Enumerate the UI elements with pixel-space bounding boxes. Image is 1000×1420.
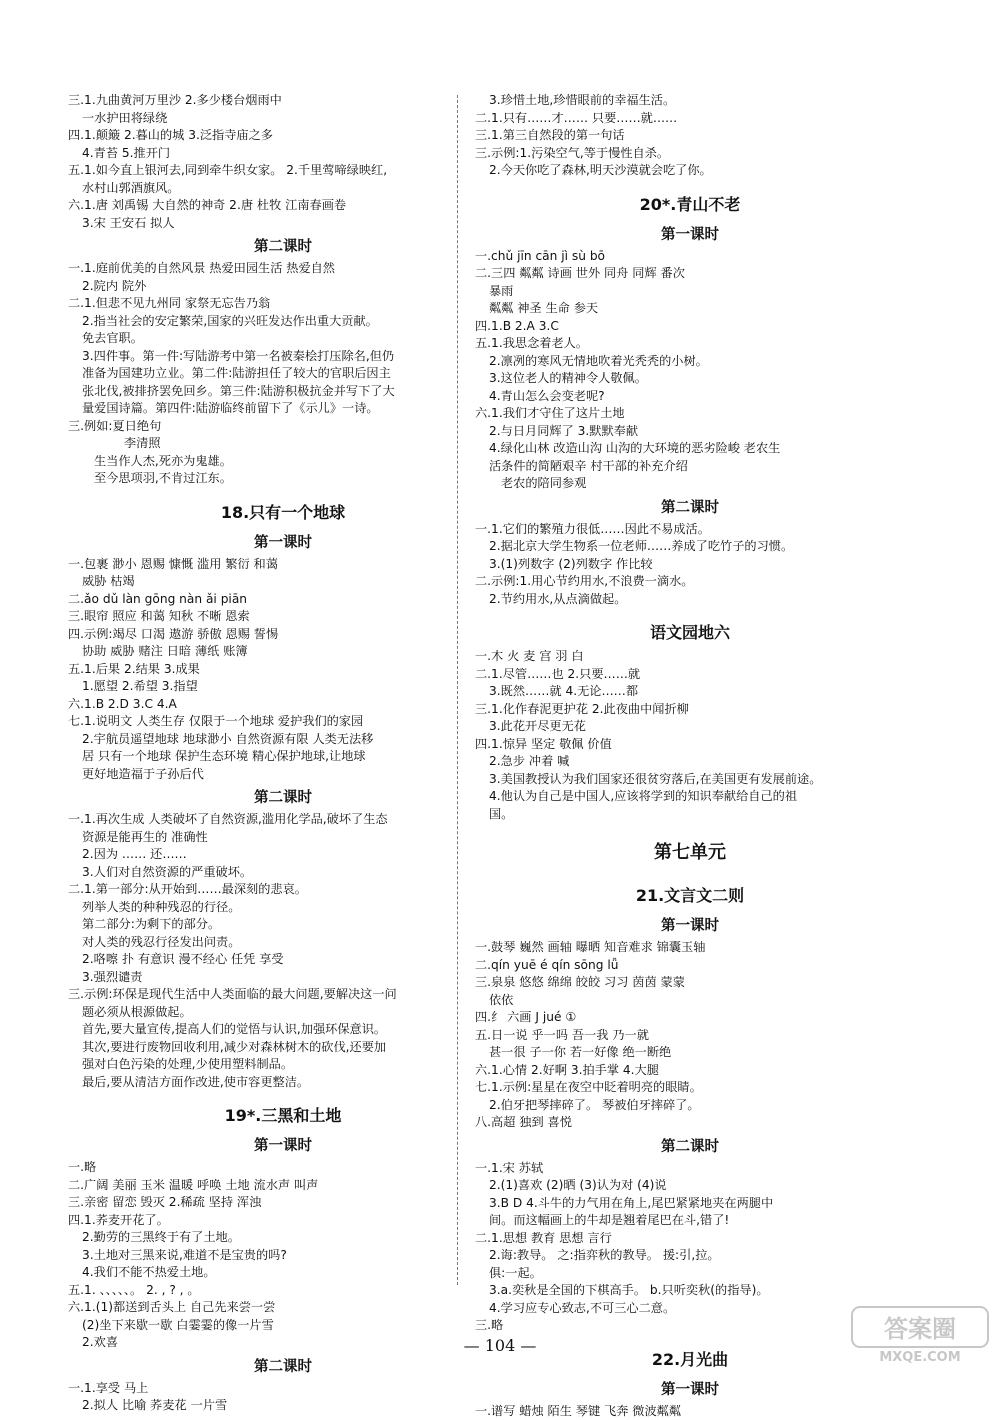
answer-line: 依依 [475,992,905,1010]
answer-line: 4.学习应专心致志,不可三心二意。 [475,1300,905,1318]
answer-line: 四.1.荞麦开花了。 [68,1212,498,1230]
answer-line: 一.1.宋 苏轼 [475,1160,905,1178]
answer-line: 4.青山怎么会变老呢? [475,388,905,406]
answer-line: 3.强烈谴责 [68,969,498,987]
answer-line: 二.1.思想 教育 思想 言行 [475,1230,905,1248]
answer-line: 3.美国教授认为我们国家还很贫穷落后,在美国更有发展前途。 [475,771,905,789]
answer-line: 2.勤劳的三黑终于有了土地。 [68,1229,498,1247]
answer-line: 题必须从根源做起。 [68,1004,498,1022]
unit-heading: 第七单元 [475,833,905,871]
answer-line: 三.眼帘 照应 和蔼 知秋 不晰 恩索 [68,608,498,626]
answer-line: 2.与日月同辉了 3.默默奉献 [475,423,905,441]
answer-line: 一.1.再次生成 人类破坏了自然资源,滥用化学品,破坏了生态 [68,811,498,829]
answer-line: 2.宇航员遥望地球 地球渺小 自然资源有限 人类无法移 [68,731,498,749]
answer-line: 二.1.第一部分:从开始到……最深刻的悲哀。 [68,881,498,899]
answer-line: 俱:一起。 [475,1265,905,1283]
period-heading: 第二课时 [475,1132,905,1160]
answer-line: 准备为国建功立业。第二件:陆游担任了较大的官职后因主 [68,365,498,383]
answer-line: 列举人类的种种残忍的行径。 [68,899,498,917]
period-heading: 第二课时 [68,232,498,260]
answer-line: 2.指当社会的安定繁荣,国家的兴旺发达作出重大贡献。 [68,313,498,331]
lesson-title: 18.只有一个地球 [68,496,498,528]
answer-line: 六.1.我们才守住了这片土地 [475,405,905,423]
answer-line: 五.日一说 乎一吗 吾一我 乃一就 [475,1027,905,1045]
answer-line: 2.凛冽的寒风无情地吹着光秃秃的小树。 [475,353,905,371]
answer-line: 四.1.颠簸 2.暮山的城 3.泛指寺庙之多 [68,127,498,145]
answer-line: 六.1.心情 2.好啊 3.拍手掌 4.大腿 [475,1062,905,1080]
answer-line: 2.咯嚓 扑 有意识 漫不经心 任凭 享受 [68,951,498,969]
answer-line: 六.1.唐 刘禹锡 大自然的神奇 2.唐 杜牧 江南春画卷 [68,197,498,215]
answer-line: 老农的陪同参观 [475,475,905,493]
answer-line: 3.a.奕秋是全国的下棋高手。 b.只听奕秋(的指导)。 [475,1282,905,1300]
answer-line: 甚一很 子一你 若一好像 绝一断绝 [475,1044,905,1062]
answer-line: 水村山郭酒旗风。 [68,180,498,198]
answer-line: 四.1.B 2.A 3.C [475,318,905,336]
answer-line: (2)坐下来歇一歇 白霎霎的像一片雪 [68,1317,498,1335]
answer-line: 4.绿化山林 改造山沟 山沟的大环境的恶劣险峻 老农生 [475,440,905,458]
answer-line: 四.示例:竭尽 口渴 遨游 骄傲 恩赐 誓惕 [68,626,498,644]
answer-line: 五.1.如今直上银河去,同到牵牛织女家。 2.千里莺啼绿映红, [68,162,498,180]
answer-line: 二.广阔 美丽 玉米 温暖 呼唤 土地 流水声 叫声 [68,1177,498,1195]
answer-line: 1.愿望 2.希望 3.指望 [68,678,498,696]
answer-line: 首先,要大量宣传,提高人们的觉悟与认识,加强环保意识。 [68,1021,498,1039]
answer-line: 五.1. 、、、、、。 2. , ? , 。 [68,1282,498,1300]
answer-line: 2.节约用水,从点滴做起。 [475,591,905,609]
period-heading: 第二课时 [475,493,905,521]
answer-line: 生当作人杰,死亦为鬼雄。 [68,453,498,471]
answer-line: 一.1.它们的繁殖力很低……因此不易成活。 [475,521,905,539]
answer-line: 五.1.后果 2.结果 3.成果 [68,661,498,679]
period-heading: 第二课时 [68,1352,498,1380]
page-number: — 104 — [0,1336,1000,1355]
answer-line: 至今思项羽,不肯过江东。 [68,470,498,488]
answer-line: 3.这位老人的精神令人敬佩。 [475,370,905,388]
answer-line: 三.示例:环保是现代生活中人类面临的最大问题,要解决这一问 [68,986,498,1004]
answer-line: 更好地造福于子孙后代 [68,766,498,784]
answer-line: 4.青苔 5.推开门 [68,145,498,163]
answer-line: 一.木 火 麦 宫 羽 白 [475,648,905,666]
answer-line: 资源是能再生的 准确性 [68,829,498,847]
answer-line: 3.人们对自然资源的严重破坏。 [68,864,498,882]
answer-column-left [68,92,498,1415]
answer-line: 二.示例:1.用心节约用水,不浪费一滴水。 [475,573,905,591]
answer-line: 七.1.示例:星星在夜空中眨着明亮的眼睛。 [475,1079,905,1097]
answer-line: 六.1.(1)都送到舌头上 自己先来尝一尝 [68,1299,498,1317]
answer-line: 协助 威胁 赌注 日暗 薄纸 账簿 [68,643,498,661]
answer-line: 2.急步 冲着 喊 [475,753,905,771]
answer-line: 三.例如:夏日绝句 [68,418,498,436]
answer-line: 八.高超 独到 喜悦 [475,1114,905,1132]
answer-line: 五.1.我思念着老人。 [475,335,905,353]
answer-line: 2.今天你吃了森林,明天沙漠就会吃了你。 [475,162,905,180]
answer-line: 2.因为 …… 还…… [68,846,498,864]
answer-line: 张北伐,被排挤罢免回乡。第三件:陆游积极抗金并写下了大 [68,383,498,401]
answer-line: 二.ǎo dǔ làn gōng nàn ǎi piān [68,591,498,609]
lesson-title: 20*.青山不老 [475,188,905,220]
answer-line: 三.亲密 留恋 毁灭 2.稀疏 坚持 浑浊 [68,1194,498,1212]
answer-line: 三.1.第三自然段的第一句话 [475,127,905,145]
answer-line: 二.qín yuē é qín sōng lǚ [475,957,905,975]
period-heading: 第一课时 [68,1131,498,1159]
answer-line: 2.(1)喜欢 (2)晒 (3)认为对 (4)说 [475,1177,905,1195]
answer-line: 李清照 [68,435,498,453]
watermark-logo [850,1305,990,1365]
answer-line: 一.1.享受 马上 [68,1380,498,1398]
answer-line: 其次,要进行废物回收利用,减少对森林树木的砍伐,还要加 [68,1039,498,1057]
period-heading: 第一课时 [475,1375,905,1403]
answer-line: 2.拟人 比喻 荞麦花 一片雪 [68,1397,498,1415]
answer-line: 三.泉泉 悠悠 绵绵 皎皎 习习 茵茵 蒙蒙 [475,974,905,992]
answer-line: 对人类的残忍行径发出问责。 [68,934,498,952]
answer-line: 一水护田将绿绕 [68,110,498,128]
answer-line: 国。 [475,806,905,824]
answer-line: 居 只有一个地球 保护生态环境 精心保护地球,让地球 [68,748,498,766]
answer-line: 粼粼 神圣 生命 参天 [475,300,905,318]
answer-line: 七.1.说明文 人类生存 仅限于一个地球 爱护我们的家园 [68,713,498,731]
answer-line: 3.珍惜土地,珍惜眼前的幸福生活。 [475,92,905,110]
answer-line: 最后,要从清洁方面作改进,使市容更整洁。 [68,1074,498,1092]
answer-line: 第二部分:为剩下的部分。 [68,916,498,934]
watermark-sub-text: MXQE.COM [879,1350,960,1365]
period-heading: 第一课时 [68,528,498,556]
watermark-main-text: 答案圈 [884,1315,956,1343]
answer-line: 二.1.尽管……也 2.只要……就 [475,666,905,684]
column-divider [457,95,458,1285]
answer-line: 六.1.B 2.D 3.C 4.A [68,696,498,714]
lesson-title: 22.月光曲 [475,1343,905,1375]
answer-line: 3.(1)列数字 (2)列数字 作比较 [475,556,905,574]
answer-line: 活条件的简陋艰辛 村干部的补充介绍 [475,458,905,476]
answer-line: 3.B D 4.斗牛的力气用在角上,尾巴紧紧地夹在两腿中 [475,1195,905,1213]
answer-line: 一.鼓琴 巍然 画轴 曝晒 知音难求 锦囊玉轴 [475,939,905,957]
answer-line: 2.院内 院外 [68,278,498,296]
answer-line: 一.chǔ jīn cān jì sù bō [475,248,905,266]
lesson-title: 语文园地六 [475,616,905,648]
answer-line: 量爱国诗篇。第四件:陆游临终前留下了《示儿》一诗。 [68,400,498,418]
period-heading: 第一课时 [475,911,905,939]
answer-line: 2.诲:教导。 之:指弈秋的教导。 援:引,拉。 [475,1247,905,1265]
answer-line: 4.他认为自己是中国人,应该将学到的知识奉献给自己的祖 [475,788,905,806]
answer-line: 3.此花开尽更无花 [475,718,905,736]
answer-line: 三.1.九曲黄河万里沙 2.多少楼台烟雨中 [68,92,498,110]
answer-line: 一.略 [68,1159,498,1177]
answer-line: 二.三四 粼粼 诗画 世外 同舟 同辉 番次 [475,265,905,283]
answer-line: 一.包裹 渺小 恩赐 慷慨 滥用 繁衍 和蔼 [68,556,498,574]
answer-line: 3.四件事。第一件:写陆游考中第一名被秦桧打压除名,但仍 [68,348,498,366]
answer-line: 强对白色污染的处理,少使用塑料制品。 [68,1056,498,1074]
answer-line: 四.纟 六画 J jué ① [475,1009,905,1027]
answer-line: 2.欢喜 [68,1334,498,1352]
answer-line: 三.示例:1.污染空气,等于慢性自杀。 [475,145,905,163]
answer-line: 3.宋 王安石 拟人 [68,215,498,233]
answer-line: 免去官职。 [68,330,498,348]
period-heading: 第二课时 [68,783,498,811]
answer-line: 4.我们不能不热爱土地。 [68,1264,498,1282]
answer-column-right [475,92,905,1420]
answer-line: 2.伯牙把琴摔碎了。 琴被伯牙摔碎了。 [475,1097,905,1115]
answer-line: 二.1.但悲不见九州同 家祭无忘告乃翁 [68,295,498,313]
answer-line: 二.1.只有……才…… 只要……就…… [475,110,905,128]
answer-line: 3.既然……就 4.无论……都 [475,683,905,701]
answer-line: 间。而这幅画上的牛却是翘着尾巴在斗,错了! [475,1212,905,1230]
answer-line: 威胁 枯竭 [68,573,498,591]
answer-line: 一.谱写 蜡烛 陌生 琴键 飞奔 微波粼粼 [475,1403,905,1420]
answer-line: 3.土地对三黑来说,难道不是宝贵的吗? [68,1247,498,1265]
lesson-title: 21.文言文二则 [475,879,905,911]
answer-line: 2.据北京大学生物系一位老师……养成了吃竹子的习惯。 [475,538,905,556]
answer-line: 暴雨 [475,283,905,301]
answer-line: 一.1.庭前优美的自然风景 热爱田园生活 热爱自然 [68,260,498,278]
period-heading: 第一课时 [475,220,905,248]
answer-line: 四.1.惊异 坚定 敬佩 价值 [475,736,905,754]
answer-line: 三.略 [475,1317,905,1335]
lesson-title: 19*.三黑和土地 [68,1099,498,1131]
answer-line: 三.1.化作春泥更护花 2.此夜曲中闻折柳 [475,701,905,719]
